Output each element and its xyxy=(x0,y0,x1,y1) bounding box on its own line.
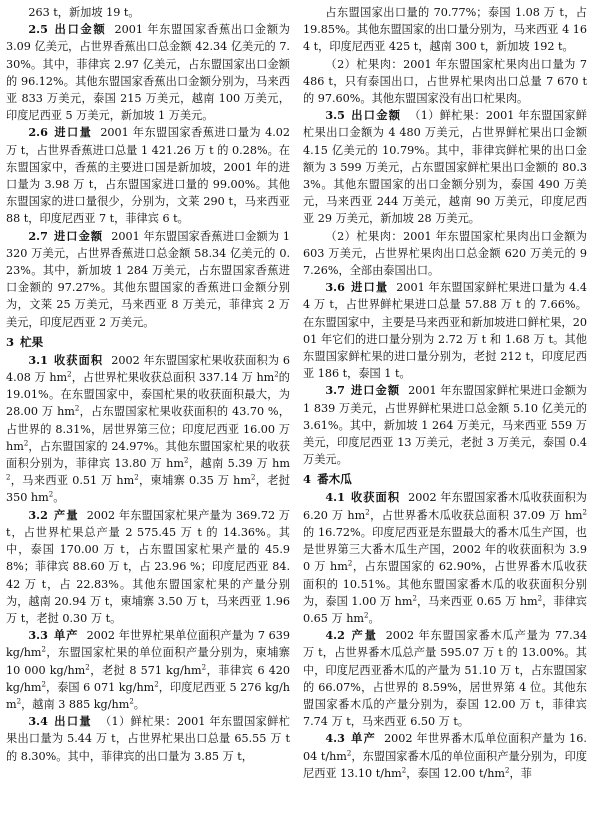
section-number: 3.6 xyxy=(325,280,345,295)
text-run: （1）鲜杧果：2001 年东盟国家鲜杧果出口量为 5.44 万 t，占世界杧果出口总量 65.55 万 t 的 8.30%。其中，菲律宾的出口量为 3.85 万 t， xyxy=(6,715,290,763)
text-run: 2001 年东盟国家香蕉进口量为 4.02 万 t，占世界香蕉进口总量 1 421.26 万 t 的 0.28%。在东盟国家中，香蕉的主要进口国是新加坡，2001 年的进口量为 3.98 万 t，占东盟国家进口量的 99.00%。其他东盟国家的进口量很少，分别为，文莱 290 t，马来西亚 88 t，印度尼西亚 7 t，菲律宾 6 t。 xyxy=(6,126,290,226)
superscript: 2 xyxy=(183,456,189,465)
text-run: ，东盟国家杧果的单位面积产量分别为，柬埔寨 10 000 kg/hm xyxy=(6,646,290,677)
paragraph xyxy=(6,21,290,124)
text-run: ，马来西亚 0.65 万 hm xyxy=(416,594,538,608)
superscript: 2 xyxy=(23,439,29,448)
text-run: 2001 年东盟国家鲜杧果进口金额为 1 839 万美元，占世界鲜杧果进口总金额 5.10 亿美元的 3.61%。其中，新加坡 1 264 万美元，马来西亚 559 万美元，印度尼西亚 13 万美元，老挝 3 万美元，泰国 0.4 万美元。 xyxy=(303,384,587,467)
text-run: 263 t，新加坡 19 t。 xyxy=(28,6,140,19)
right-column xyxy=(303,4,587,823)
text-run: （2）杧果肉：2001 年东盟国家杧果肉出口金额为 603 万美元，占世界杧果肉出口总金额 620 万美元的 97.26%，全部由泰国出口。 xyxy=(303,229,587,278)
text-run: 。 xyxy=(368,611,380,625)
text-run: 番木瓜 xyxy=(317,472,352,487)
text-run: ，泰国 6 071 kg/hm xyxy=(46,680,155,694)
text-run: （2）杧果肉：2001 年东盟国家杧果肉出口量为 7 486 t，只有泰国出口，占世界杧果肉出口总量 7 670 t 的 97.60%。其他东盟国家没有出口杧果肉。 xyxy=(303,57,587,106)
subsection-title: 进口量 xyxy=(350,280,389,295)
paragraph xyxy=(6,352,290,507)
text-run: 2001 年东盟国家香蕉进口金额为 1 320 万美元，占世界香蕉进口总金额 58.34 亿美元的 0.23%。其中，新加坡 1 284 万美元，占东盟国家香蕉进口金额的 97.27%。其他东盟国家的香蕉进口金额分别为，文莱 25 万美元，马来西亚 8 万美元，菲律宾 2 万美元，印度尼西亚 2 万美元。 xyxy=(6,229,290,329)
text-run: （1）鲜杧果：2001 年东盟国家鲜杧果出口金额为 4 480 万美元，占世界鲜杧果出口金额 4.15 亿美元的 10.79%。其中，菲律宾鲜杧果的出口金额为 3 599 万美元，占东盟国家鲜杧果出口金额的 80.33%。其他东盟国家的出口金额分别为，泰国 490 万美元，马来西亚 244 万美元，越南 90 万美元，印度尼西亚 29 万美元，新加坡 28 万美元。 xyxy=(303,109,587,226)
section-number: 3.2 xyxy=(28,507,48,522)
text-run: ，越南 5.39 万 hm xyxy=(188,457,290,471)
section-number: 4.3 xyxy=(325,731,345,746)
section-number: 2.5 xyxy=(28,22,48,37)
superscript: 2 xyxy=(41,679,46,688)
text-run: 2002 年东盟国家番木瓜产量为 77.34 万 t，占世界番木瓜总产量 595.07 万 t 的 13.00%。其中，印度尼西亚番木瓜的产量为 51.10 万 t，占东盟国家的 66.07%，占世界的 8.59%，居世界第 4 位。其他东盟国家番木瓜的产量分别为，泰国 12.00 万 t，菲律宾 7.74 万 t，马来西亚 6.50 万 t。 xyxy=(303,629,587,729)
superscript: 2 xyxy=(250,473,256,482)
section-heading xyxy=(303,470,587,488)
text-run: ，占世界杧果收获总面积 337.14 万 hm xyxy=(71,371,275,385)
superscript: 2 xyxy=(401,766,407,774)
section-number: 3.7 xyxy=(325,383,345,398)
superscript: 2 xyxy=(154,679,159,688)
paragraph xyxy=(303,56,587,108)
subsection-title: 进口金额 xyxy=(350,383,401,398)
paragraph xyxy=(6,627,290,713)
superscript: 2 xyxy=(16,697,22,706)
left-column xyxy=(6,4,290,823)
paragraph xyxy=(6,228,290,331)
paragraph xyxy=(6,507,290,627)
paragraph xyxy=(303,4,587,56)
superscript: 2 xyxy=(274,370,279,379)
text-run: ，泰国 12.00 t/hm xyxy=(406,766,506,780)
text-run: ，老挝 350 hm xyxy=(6,474,290,505)
text-run: ，占东盟国家杧果收获面积的 43.70 %，占世界的 8.31%，居世界第三位；印度尼西亚 16.00 万 hm xyxy=(6,405,290,453)
paragraph xyxy=(303,107,587,227)
superscript: 2 xyxy=(85,662,90,671)
text-run: ，老挝 8 571 kg/hm xyxy=(89,663,202,677)
superscript: 2 xyxy=(365,507,370,516)
paragraph xyxy=(303,279,587,382)
section-number: 3.5 xyxy=(325,108,345,123)
superscript: 2 xyxy=(6,473,11,482)
section-number: 4.1 xyxy=(325,490,345,505)
subsection-title: 产量 xyxy=(350,628,378,643)
text-run: ，马来西亚 0.51 万 hm xyxy=(10,474,135,488)
paragraph xyxy=(6,124,290,227)
subsection-title: 单产 xyxy=(350,731,377,746)
superscript: 2 xyxy=(346,748,352,757)
text-run: ，占世界番木瓜收获总面积 37.09 万 hm xyxy=(369,508,583,522)
text-run: ，越南 3 885 kg/hm xyxy=(21,697,130,711)
paragraph xyxy=(303,228,587,280)
subsection-title: 单产 xyxy=(53,628,79,643)
text-run: ，菲律宾 6 420 kg/hm xyxy=(6,663,290,694)
section-number: 4.2 xyxy=(325,628,345,643)
superscript: 2 xyxy=(67,370,72,379)
text-run: ，菲律宾 0.65 万 hm xyxy=(303,594,587,625)
superscript: 2 xyxy=(412,593,417,602)
superscript: 2 xyxy=(364,611,369,620)
section-number: 2.6 xyxy=(28,125,48,140)
superscript: 2 xyxy=(582,507,588,516)
superscript: 2 xyxy=(48,490,54,499)
paragraph xyxy=(6,4,290,21)
section-heading xyxy=(6,333,290,351)
section-number: 3 xyxy=(6,334,15,349)
paragraph xyxy=(303,730,587,782)
text-run: 2001 年东盟国家鲜杧果进口量为 4.44 万 t，占世界鲜杧果进口总量 57.88 万 t 的 7.66%。在东盟国家中，主要是马来西亚和新加坡进口鲜杧果，2001 年它们的进口量分别为 2.72 万 t 和 1.68 万 t。其他东盟国家鲜杧果的进口量分别为，老挝 212 t，印度尼西亚 186 t，泰国 1 t。 xyxy=(303,281,587,381)
text-run: ，东盟国家番木瓜的单位面积产量分别为，印度尼西亚 13.10 t/hm xyxy=(303,749,587,780)
subsection-title: 收获面积 xyxy=(53,352,104,367)
superscript: 2 xyxy=(201,662,207,671)
text-run: 占东盟国家出口量的 70.77%；泰国 1.08 万 t，占 19.85%。其他东盟国家的出口量分别为，马来西亚 4 164 t，印度尼西亚 425 t，越南 300 t，新加坡 192 t。 xyxy=(303,6,587,54)
superscript: 2 xyxy=(129,697,134,706)
superscript: 2 xyxy=(537,593,543,602)
subsection-title: 收获面积 xyxy=(350,490,401,505)
superscript: 2 xyxy=(347,559,353,568)
section-number: 3.3 xyxy=(28,628,48,643)
superscript: 2 xyxy=(505,766,510,774)
text-run: 。 xyxy=(53,491,65,505)
text-run: 2002 年东盟国家杧果收获面积为 64.08 万 hm xyxy=(6,353,290,385)
paragraph xyxy=(303,627,587,730)
subsection-title: 出口金额 xyxy=(53,22,107,37)
section-number: 3.1 xyxy=(28,352,48,367)
text-run: 2002 年东盟国家杧果产量为 369.72 万 t，占世界杧果总产量 2 575.45 万 t 的 14.36%。其中，泰国 170.00 万 t，占东盟国家杧果产量的 45.98%；菲律宾 88.60 万 t，占 23.96 %；印度尼西亚 84.42 万 t，占 22.83%。其他东盟国家杧果的产量分别为，越南 20.94 万 t，柬埔寨 3.50 万 t，马来西亚 1.96 万 t，老挝 0.30 万 t。 xyxy=(6,508,290,625)
paragraph xyxy=(6,713,290,765)
text-run: ，柬埔寨 0.35 万 hm xyxy=(138,474,251,488)
superscript: 2 xyxy=(134,473,139,482)
section-number: 3.4 xyxy=(28,714,48,729)
text-run: 2002 年东盟国家番木瓜收获面积为 6.20 万 hm xyxy=(303,491,587,522)
text-run: 的 16.72%。印度尼西亚是东盟最大的番木瓜生产国，也是世界第三大番木瓜生产国，2002 年的收获面积为 3.90 万 hm xyxy=(303,525,587,574)
text-run: ，印度尼西亚 5 276 kg/hm xyxy=(6,680,290,711)
subsection-title: 进口量 xyxy=(53,125,93,140)
text-run: 。 xyxy=(133,697,145,711)
text-run: ，菲 xyxy=(509,766,532,780)
superscript: 2 xyxy=(41,645,46,654)
text-run: ，占东盟国家的 62.90%，占世界番木瓜收获面积的 10.51%。其他东盟国家番木瓜的收获面积分别为，泰国 1.00 万 hm xyxy=(303,560,588,608)
section-number: 4 xyxy=(303,472,312,487)
text-run: 的 19.01%。在东盟国家中，泰国杧果的收获面积最大，为 28.00 万 hm xyxy=(6,371,290,419)
subsection-title: 出口量 xyxy=(53,714,92,729)
text-run: 2001 年东盟国家香蕉出口金额为 3.09 亿美元，占世界香蕉出口总金额 42.34 亿美元的 7.30%。其中，菲律宾 2.97 亿美元，占东盟国家出口金额的 96.12%。其他东盟国家香蕉出口金额分别为，马来西亚 833 万美元，泰国 215 万美元，越南 100 万美元，印度尼西亚 5 万美元，新加坡 1 万美元。 xyxy=(6,23,290,123)
text-run: 2002 年世界杧果单位面积产量为 7 639 kg/hm xyxy=(6,629,290,660)
text-run: 2002 年世界番木瓜单位面积产量为 16.04 t/hm xyxy=(303,732,587,763)
text-run: 杧果 xyxy=(20,334,44,349)
subsection-title: 进口金额 xyxy=(53,228,104,243)
paragraph xyxy=(303,489,587,627)
paragraph xyxy=(303,382,587,468)
subsection-title: 出口金额 xyxy=(350,108,402,123)
section-number: 2.7 xyxy=(28,228,48,243)
superscript: 2 xyxy=(74,404,80,413)
subsection-title: 产量 xyxy=(53,507,79,522)
text-run: ，占东盟国家的 24.97%。其他东盟国家杧果的收获面积分别为，菲律宾 13.80 万 hm xyxy=(6,439,290,471)
